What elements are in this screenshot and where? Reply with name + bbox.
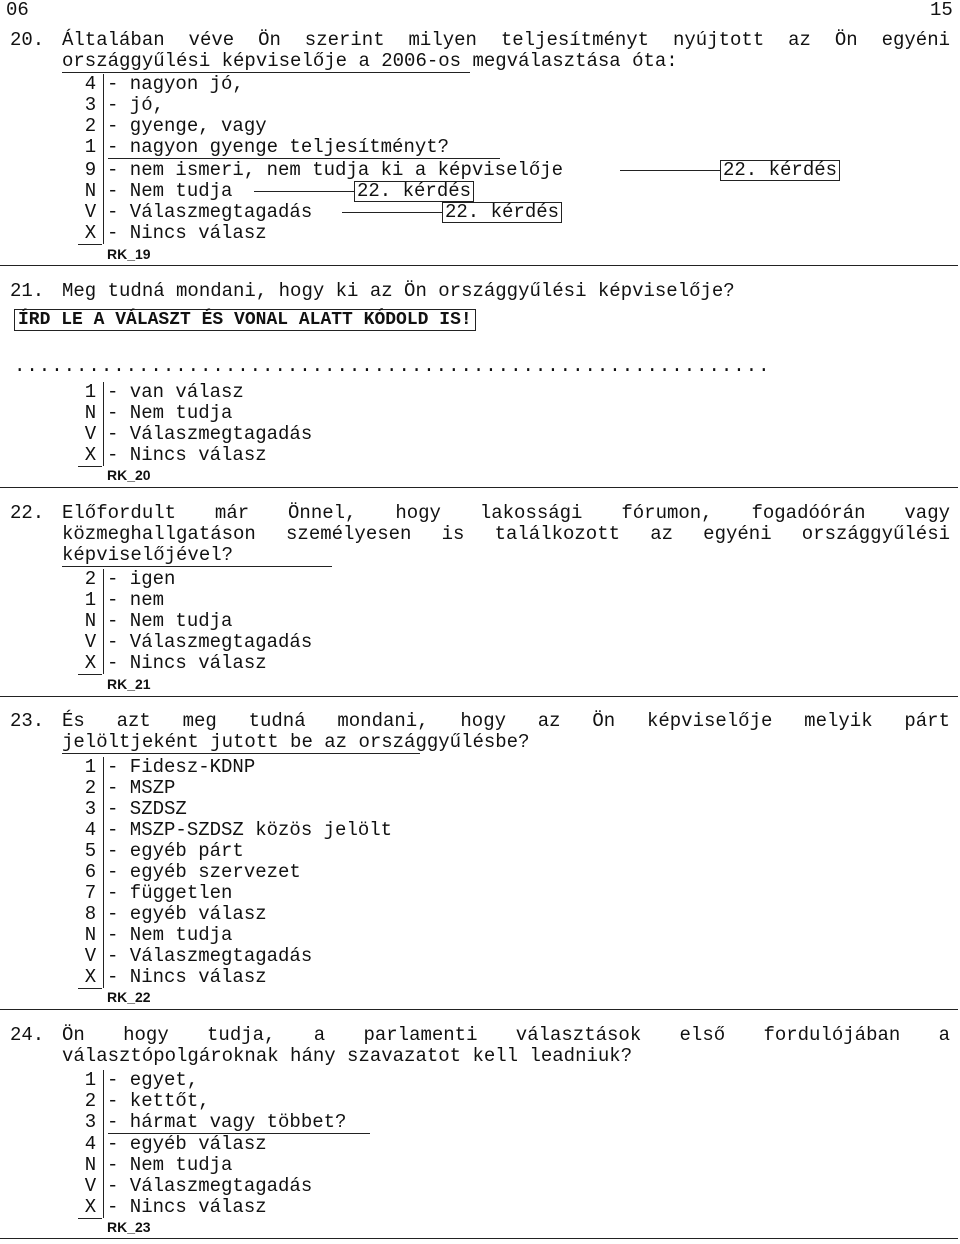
code-divider: [103, 1070, 104, 1218]
answer-code[interactable]: 1: [84, 381, 97, 403]
page-number: 15: [930, 0, 953, 21]
answer-label: - Válaszmegtagadás: [107, 945, 313, 967]
answer-code[interactable]: 4: [84, 1133, 97, 1155]
answer-code[interactable]: 2: [84, 115, 97, 137]
question-text-line: Általában véve Ön szerint milyen teljesítményt nyújtott az Ön egyéni: [62, 29, 950, 51]
answer-code[interactable]: V: [84, 631, 97, 653]
answer-label: - hármat vagy többet?: [107, 1111, 347, 1133]
question-number: 23.: [10, 710, 45, 732]
answer-code[interactable]: N: [84, 924, 97, 946]
answer-code[interactable]: 1: [84, 1069, 97, 1091]
question-text-line: országgyűlési képviselője a 2006-os megválasztása óta:: [62, 50, 678, 72]
answer-label: - Nem tudja: [107, 180, 233, 202]
answer-label: - Válaszmegtagadás: [107, 1175, 313, 1197]
record-key: RK_23: [107, 1219, 151, 1235]
answer-code[interactable]: N: [84, 402, 97, 424]
answer-label: - Nincs válasz: [107, 652, 267, 674]
answer-label: - nem: [107, 589, 165, 611]
code-divider: [103, 757, 104, 988]
question-text-line: képviselőjével?: [62, 544, 234, 566]
answer-label: - igen: [107, 568, 176, 590]
answer-label: - nem ismeri, nem tudja ki a képviselője: [107, 159, 564, 181]
answer-dotted-line[interactable]: .............................................................: [14, 355, 771, 377]
answer-label: - Válaszmegtagadás: [107, 201, 313, 223]
answer-code[interactable]: 7: [84, 882, 97, 904]
answer-label: - van válasz: [107, 381, 244, 403]
answer-label: - egyéb válasz: [107, 903, 267, 925]
answer-code[interactable]: N: [84, 1154, 97, 1176]
skip-line: [342, 212, 442, 213]
answer-label: - Nincs válasz: [107, 966, 267, 988]
answer-code[interactable]: X: [84, 652, 97, 674]
answer-code[interactable]: 2: [84, 777, 97, 799]
answer-label: - SZDSZ: [107, 798, 187, 820]
answer-label: - Nincs válasz: [107, 1196, 267, 1218]
answer-label: - jó,: [107, 94, 165, 116]
answer-code[interactable]: 3: [84, 798, 97, 820]
question-text-line: jelöltjeként jutott be az országgyűlésbe?: [62, 731, 530, 753]
question-number: 21.: [10, 280, 45, 302]
answer-code[interactable]: 4: [84, 819, 97, 841]
record-key: RK_21: [107, 676, 151, 692]
skip-target: 22. kérdés: [720, 160, 840, 181]
answer-code[interactable]: 4: [84, 73, 97, 95]
question-text-line: És azt meg tudná mondani, hogy az Ön képviselője melyik párt: [62, 710, 950, 732]
question-text-line: Meg tudná mondani, hogy ki az Ön országgyűlési képviselője?: [62, 280, 735, 302]
section-divider: [0, 265, 958, 266]
answer-label: - kettőt,: [107, 1090, 210, 1112]
answer-label: - MSZP-SZDSZ közös jelölt: [107, 819, 393, 841]
code-divider: [103, 74, 104, 244]
underline: [62, 566, 332, 567]
answer-code[interactable]: 1: [84, 136, 97, 158]
answer-label: - Válaszmegtagadás: [107, 631, 313, 653]
answer-label: - Fidesz-KDNP: [107, 756, 256, 778]
answer-code[interactable]: 8: [84, 903, 97, 925]
answer-label: - Nincs válasz: [107, 444, 267, 466]
answer-code[interactable]: X: [84, 1196, 97, 1218]
answer-code[interactable]: X: [84, 222, 97, 244]
answer-label: - Nem tudja: [107, 610, 233, 632]
underline: [108, 158, 500, 159]
answer-code[interactable]: 5: [84, 840, 97, 862]
record-key: RK_19: [107, 246, 151, 262]
question-number: 24.: [10, 1024, 45, 1046]
answer-label: - Nincs válasz: [107, 222, 267, 244]
answer-label: - Nem tudja: [107, 402, 233, 424]
section-divider: [0, 1238, 958, 1239]
answer-code[interactable]: 1: [84, 589, 97, 611]
section-divider: [0, 487, 958, 488]
question-text-line: választópolgároknak hány szavazatot kell leadniuk?: [62, 1045, 633, 1067]
code-underline: [78, 988, 102, 989]
answer-code[interactable]: 9: [84, 159, 97, 181]
answer-label: - független: [107, 882, 233, 904]
answer-label: - Nem tudja: [107, 1154, 233, 1176]
answer-code[interactable]: V: [84, 423, 97, 445]
answer-code[interactable]: 1: [84, 756, 97, 778]
answer-code[interactable]: 2: [84, 1090, 97, 1112]
answer-label: - egyéb szervezet: [107, 861, 301, 883]
question-number: 22.: [10, 502, 45, 524]
skip-target: 22. kérdés: [354, 181, 474, 202]
answer-code[interactable]: V: [84, 201, 97, 223]
answer-label: - nagyon gyenge teljesítményt?: [107, 136, 450, 158]
answer-label: - nagyon jó,: [107, 73, 244, 95]
answer-code[interactable]: X: [84, 444, 97, 466]
answer-code[interactable]: V: [84, 945, 97, 967]
section-divider: [0, 696, 958, 697]
code-underline: [78, 1218, 102, 1219]
answer-label: - Nem tudja: [107, 924, 233, 946]
code-underline: [78, 244, 102, 245]
answer-code[interactable]: 3: [84, 1111, 97, 1133]
answer-label: - egyéb válasz: [107, 1133, 267, 1155]
skip-target: 22. kérdés: [442, 202, 562, 223]
underline: [62, 753, 420, 754]
section-divider: [0, 1009, 958, 1010]
answer-code[interactable]: X: [84, 966, 97, 988]
answer-code[interactable]: 2: [84, 568, 97, 590]
question-text-line: Ön hogy tudja, a parlamenti választások első fordulójában a: [62, 1024, 950, 1046]
answer-label: - egyet,: [107, 1069, 199, 1091]
skip-line: [620, 170, 720, 171]
page-header-left: 06: [6, 0, 29, 21]
answer-label: - Válaszmegtagadás: [107, 423, 313, 445]
record-key: RK_22: [107, 989, 151, 1005]
answer-code[interactable]: N: [84, 180, 97, 202]
answer-label: - gyenge, vagy: [107, 115, 267, 137]
code-underline: [78, 674, 102, 675]
question-number: 20.: [10, 29, 45, 51]
answer-label: - egyéb párt: [107, 840, 244, 862]
answer-code[interactable]: V: [84, 1175, 97, 1197]
record-key: RK_20: [107, 467, 151, 483]
interviewer-instruction: ÍRD LE A VÁLASZT ÉS VONAL ALATT KÓDOLD IS!: [14, 309, 476, 331]
skip-line: [254, 191, 354, 192]
code-divider: [103, 569, 104, 674]
answer-code[interactable]: N: [84, 610, 97, 632]
answer-code[interactable]: 6: [84, 861, 97, 883]
question-text-line: közmeghallgatáson személyesen is találkozott az egyéni országgyűlési: [62, 523, 950, 545]
question-text-line: Előfordult már Önnel, hogy lakossági fórumon, fogadóórán vagy: [62, 502, 950, 524]
code-underline: [78, 466, 102, 467]
answer-code[interactable]: 3: [84, 94, 97, 116]
code-divider: [103, 382, 104, 466]
answer-label: - MSZP: [107, 777, 176, 799]
